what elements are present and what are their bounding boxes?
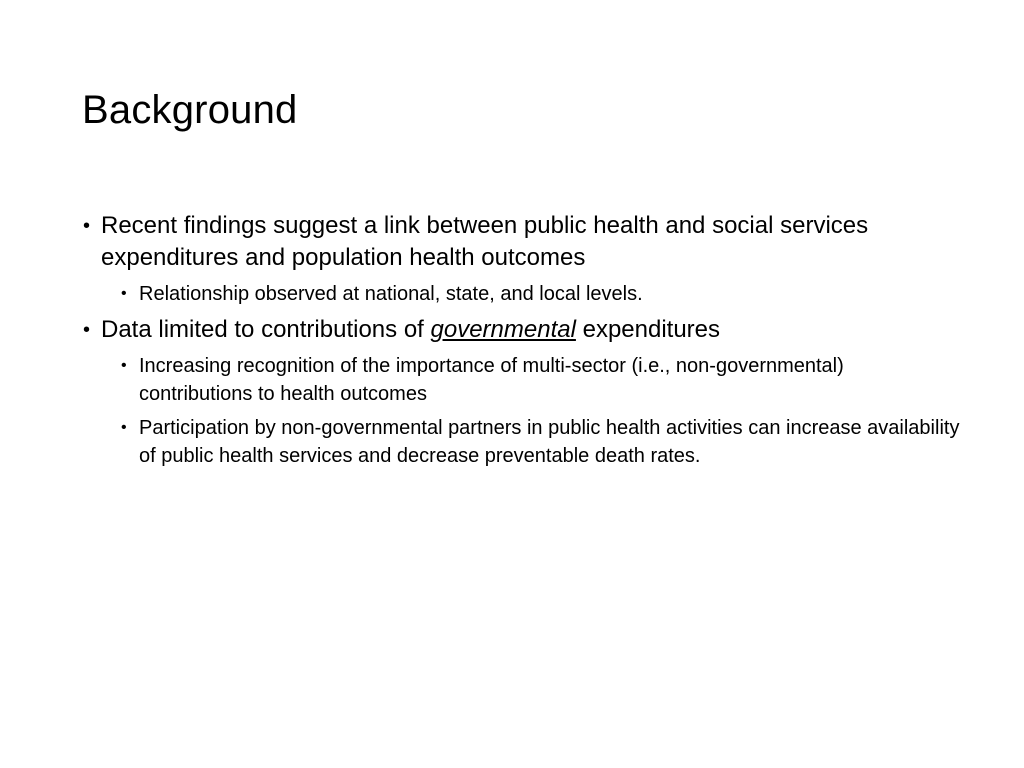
bullet-1-text: Recent findings suggest a link between public health and social services expenditures and population health outcomes — [101, 212, 869, 271]
slide-body — [82, 210, 962, 476]
bullet-1-sub-1 — [82, 280, 962, 308]
bullet-2-sub-1-text: Increasing recognition of the importance of multi-sector (i.e., non-governmental) contributions to health outcomes — [139, 355, 844, 405]
bullet-2-sub-2-text: Participation by non-governmental partners in public health activities can increase availability of public health services and decrease preventable death rates. — [139, 417, 960, 467]
sub-bullet-marker: • — [121, 285, 127, 302]
bullet-2-sub-2 — [82, 414, 962, 470]
bullet-marker: • — [83, 319, 91, 341]
bullet-2-text-before: Data limited to contributions of — [101, 316, 431, 343]
bullet-2-emphasis: governmental — [430, 316, 576, 343]
bullet-2-sub-1 — [82, 352, 962, 408]
sub-bullet-marker: • — [121, 419, 127, 436]
bullet-marker: • — [83, 215, 91, 237]
bullet-1-sub-1-text: Relationship observed at national, state, and local levels. — [139, 283, 643, 305]
bullet-1 — [82, 210, 962, 274]
slide-title: Background — [82, 88, 298, 132]
bullet-2 — [82, 314, 962, 346]
bullet-2-text-after: expenditures — [575, 316, 721, 343]
sub-bullet-marker: • — [121, 357, 127, 374]
